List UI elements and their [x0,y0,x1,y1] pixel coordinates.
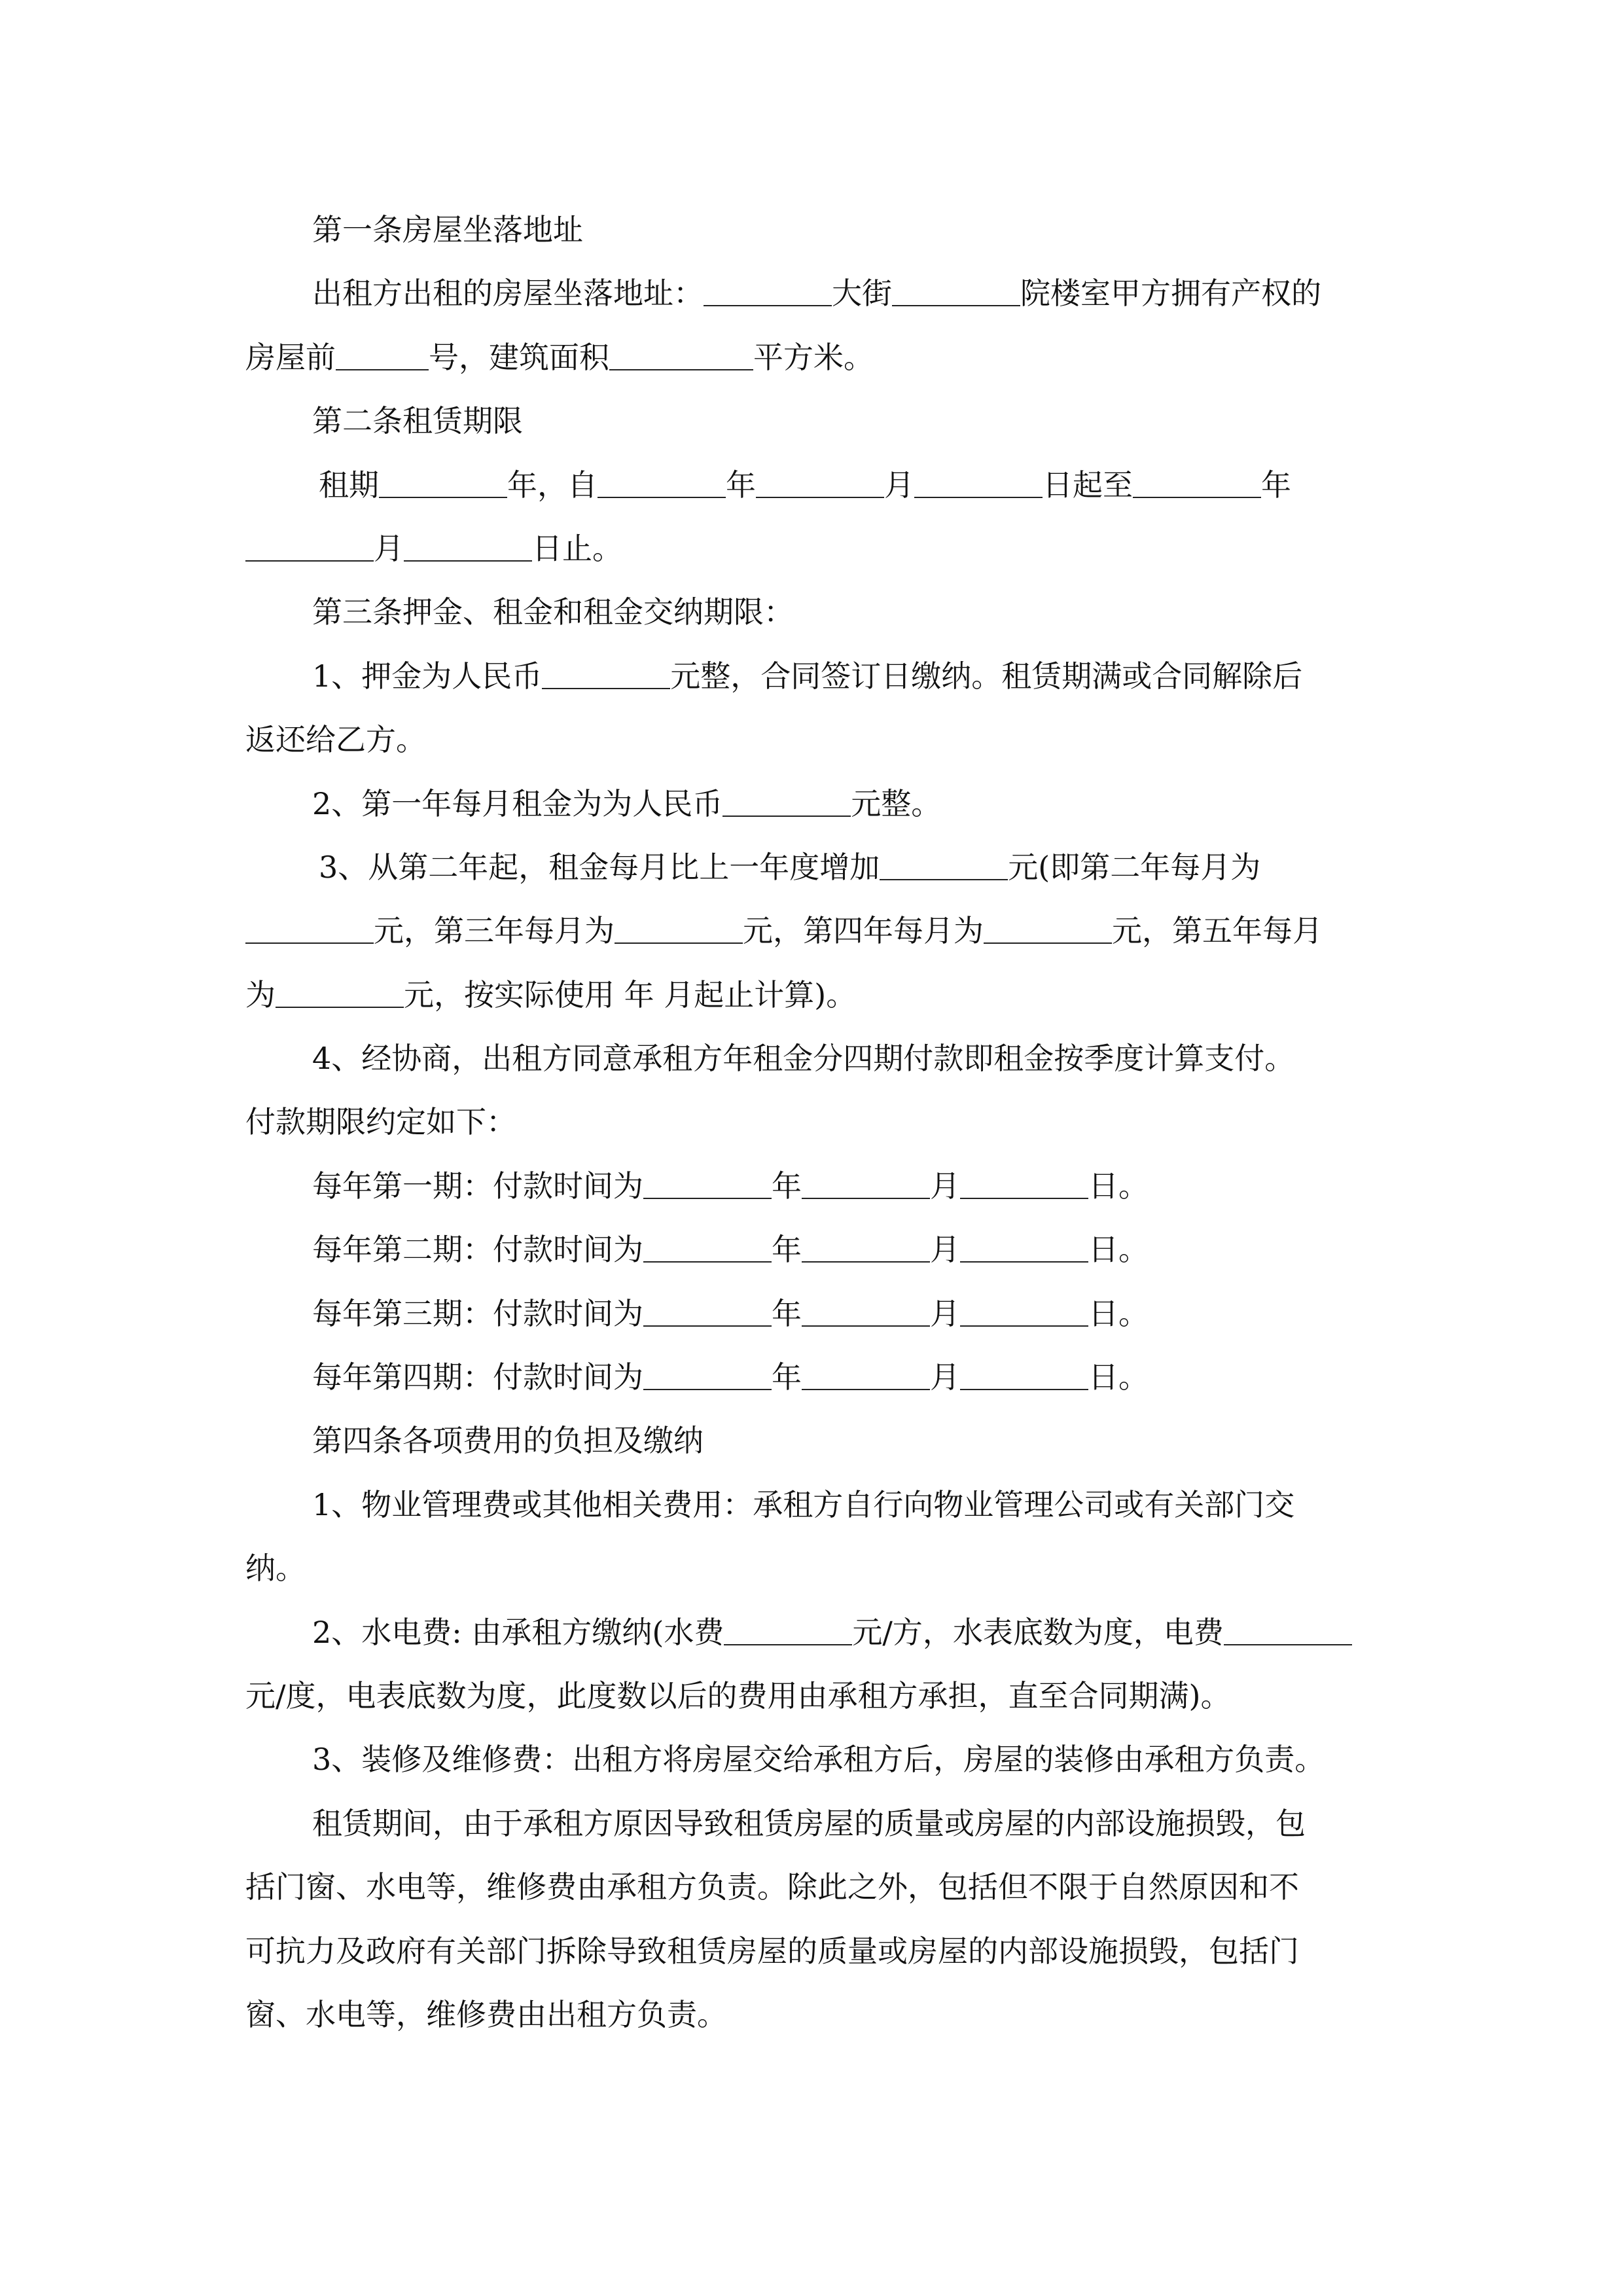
line-text: 3、从第二年起，租金每月比上一年度增加 [319,849,880,885]
document-line [245,1155,1384,1218]
document-line [245,262,1384,325]
line-text: 元/度，电表底数为度，此度数以后的费用由承租方承担，直至合同期满)。 [245,1677,1231,1713]
line-text: 元，第三年每月为 [374,913,615,949]
line-text: 2、水电费: 由承租方缴纳(水费 [312,1614,724,1650]
line-text: 院楼室甲方拥有产权的 [1020,276,1321,312]
fill-in-blank[interactable] [1224,1643,1352,1645]
document-line [245,645,1384,708]
line-text: 租赁期间，由于承租方原因导致租赁房屋的质量或房屋的内部设施损毁，包 [312,1805,1306,1841]
line-text: 日。 [1088,1359,1149,1395]
line-text: 1、押金为人民币 [312,658,543,694]
fill-in-blank[interactable] [914,496,1043,498]
line-text: 元，按实际使用 年 月起止计算)。 [404,977,857,1013]
line-text: 付款期限约定如下： [245,1104,516,1140]
line-text: 元，第五年每月 [1112,913,1323,949]
line-text: 日起至 [1043,467,1133,503]
line-text: 第三条押金、租金和租金交纳期限： [312,594,794,630]
document-line [245,1473,1384,1537]
document-line [245,1027,1384,1090]
line-text: 每年第一期：付款时间为 [312,1168,643,1204]
document-line [245,198,1384,262]
line-text: 元整。 [851,785,942,821]
line-text: 月 [930,1295,960,1331]
line-text: 元整，合同签订日缴纳。租赁期满或合同解除后 [670,658,1303,694]
fill-in-blank[interactable] [615,942,743,944]
line-text: 月 [930,1359,960,1395]
document-line [245,581,1384,644]
line-text: 年 [1261,467,1291,503]
document-line [245,1983,1384,2047]
fill-in-blank[interactable] [379,496,507,498]
line-text: 月 [374,530,404,566]
fill-in-blank[interactable] [802,1261,930,1263]
fill-in-blank[interactable] [984,942,1112,944]
document-line [245,899,1384,963]
line-text: 为 [245,977,276,1013]
document-line [245,1664,1384,1728]
fill-in-blank[interactable] [276,1006,404,1008]
fill-in-blank[interactable] [245,560,374,562]
line-text: 每年第三期：付款时间为 [312,1295,643,1331]
fill-in-blank[interactable] [724,1643,852,1645]
document-line [245,1537,1384,1600]
line-text: 年 [772,1359,802,1395]
fill-in-blank[interactable] [960,1325,1088,1327]
fill-in-blank[interactable] [802,1325,930,1327]
line-text: 租期 [319,467,379,503]
line-text: 4、经协商，出租方同意承租方年租金分四期付款即租金按季度计算支付。 [312,1041,1295,1077]
line-text: 年 [726,467,756,503]
document-line [245,1792,1384,1856]
document-line [245,1346,1384,1409]
fill-in-blank[interactable] [722,815,851,817]
line-text: 年，自 [507,467,597,503]
document-line [245,772,1384,836]
fill-in-blank[interactable] [542,687,670,689]
fill-in-blank[interactable] [245,942,374,944]
line-text: 元，第四年每月为 [743,913,984,949]
fill-in-blank[interactable] [960,1197,1088,1199]
fill-in-blank[interactable] [892,304,1020,306]
line-text: 1、物业管理费或其他相关费用：承租方自行向物业管理公司或有关部门交 [312,1486,1295,1522]
line-text: 每年第二期：付款时间为 [312,1232,643,1268]
line-text: 月 [884,467,914,503]
line-text: 大街 [832,276,892,312]
document-line [245,454,1384,517]
fill-in-blank[interactable] [960,1388,1088,1390]
document-line [245,963,1384,1027]
line-text: 月 [930,1168,960,1204]
fill-in-blank[interactable] [704,304,832,306]
line-text: 年 [772,1295,802,1331]
document-line [245,1920,1384,1983]
document-line [245,1218,1384,1282]
line-text: 年 [772,1168,802,1204]
line-text: 返还给乙方。 [245,722,426,758]
fill-in-blank[interactable] [336,368,429,370]
contract-page-body [245,198,1384,2047]
line-text: 每年第四期：付款时间为 [312,1359,643,1395]
line-text: 3、装修及维修费：出租方将房屋交给承租方后，房屋的装修由承租方负责。 [312,1742,1325,1778]
fill-in-blank[interactable] [643,1388,772,1390]
line-text: 2、第一年每月租金为为人民币 [312,785,723,821]
line-text: 房屋前 [245,339,336,375]
fill-in-blank[interactable] [802,1197,930,1199]
line-text: 可抗力及政府有关部门拆除导致租赁房屋的质量或房屋的内部设施损毁，包括门 [245,1933,1299,1969]
fill-in-blank[interactable] [643,1197,772,1199]
line-text: 括门窗、水电等，维修费由承租方负责。除此之外，包括但不限于自然原因和不 [245,1869,1299,1905]
line-text: 出租方出租的房屋坐落地址： [312,276,704,312]
line-text: 月 [930,1232,960,1268]
document-line [245,389,1384,453]
line-text: 日。 [1088,1168,1149,1204]
fill-in-blank[interactable] [880,878,1008,880]
document-line [245,1856,1384,1919]
document-line [245,1090,1384,1154]
document-line [245,1601,1384,1664]
document-line [245,1728,1384,1791]
line-text: 日。 [1088,1295,1149,1331]
fill-in-blank[interactable] [643,1261,772,1263]
line-text: 元/方，水表底数为度，电费 [852,1614,1224,1650]
document-line [245,708,1384,772]
document-line [245,1409,1384,1473]
line-text: 号，建筑面积 [429,339,609,375]
fill-in-blank[interactable] [1133,496,1261,498]
line-text: 平方米。 [753,339,874,375]
line-text: 年 [772,1232,802,1268]
line-text: 日。 [1088,1232,1149,1268]
line-text: 第四条各项费用的负担及缴纳 [312,1423,704,1459]
document-line [245,326,1384,389]
document-line [245,836,1384,899]
fill-in-blank[interactable] [756,496,884,498]
fill-in-blank[interactable] [802,1388,930,1390]
fill-in-blank[interactable] [609,368,753,370]
fill-in-blank[interactable] [597,496,726,498]
document-line [245,517,1384,581]
fill-in-blank[interactable] [643,1325,772,1327]
line-text: 窗、水电等，维修费由出租方负责。 [245,1996,727,2032]
fill-in-blank[interactable] [960,1261,1088,1263]
line-text: 第二条租赁期限 [312,403,523,439]
line-text: 元(即第二年每月为 [1008,849,1261,885]
line-text: 第一条房屋坐落地址 [312,212,583,247]
document-line [245,1282,1384,1346]
fill-in-blank[interactable] [404,560,532,562]
line-text: 纳。 [245,1551,306,1587]
line-text: 日止。 [532,530,622,566]
